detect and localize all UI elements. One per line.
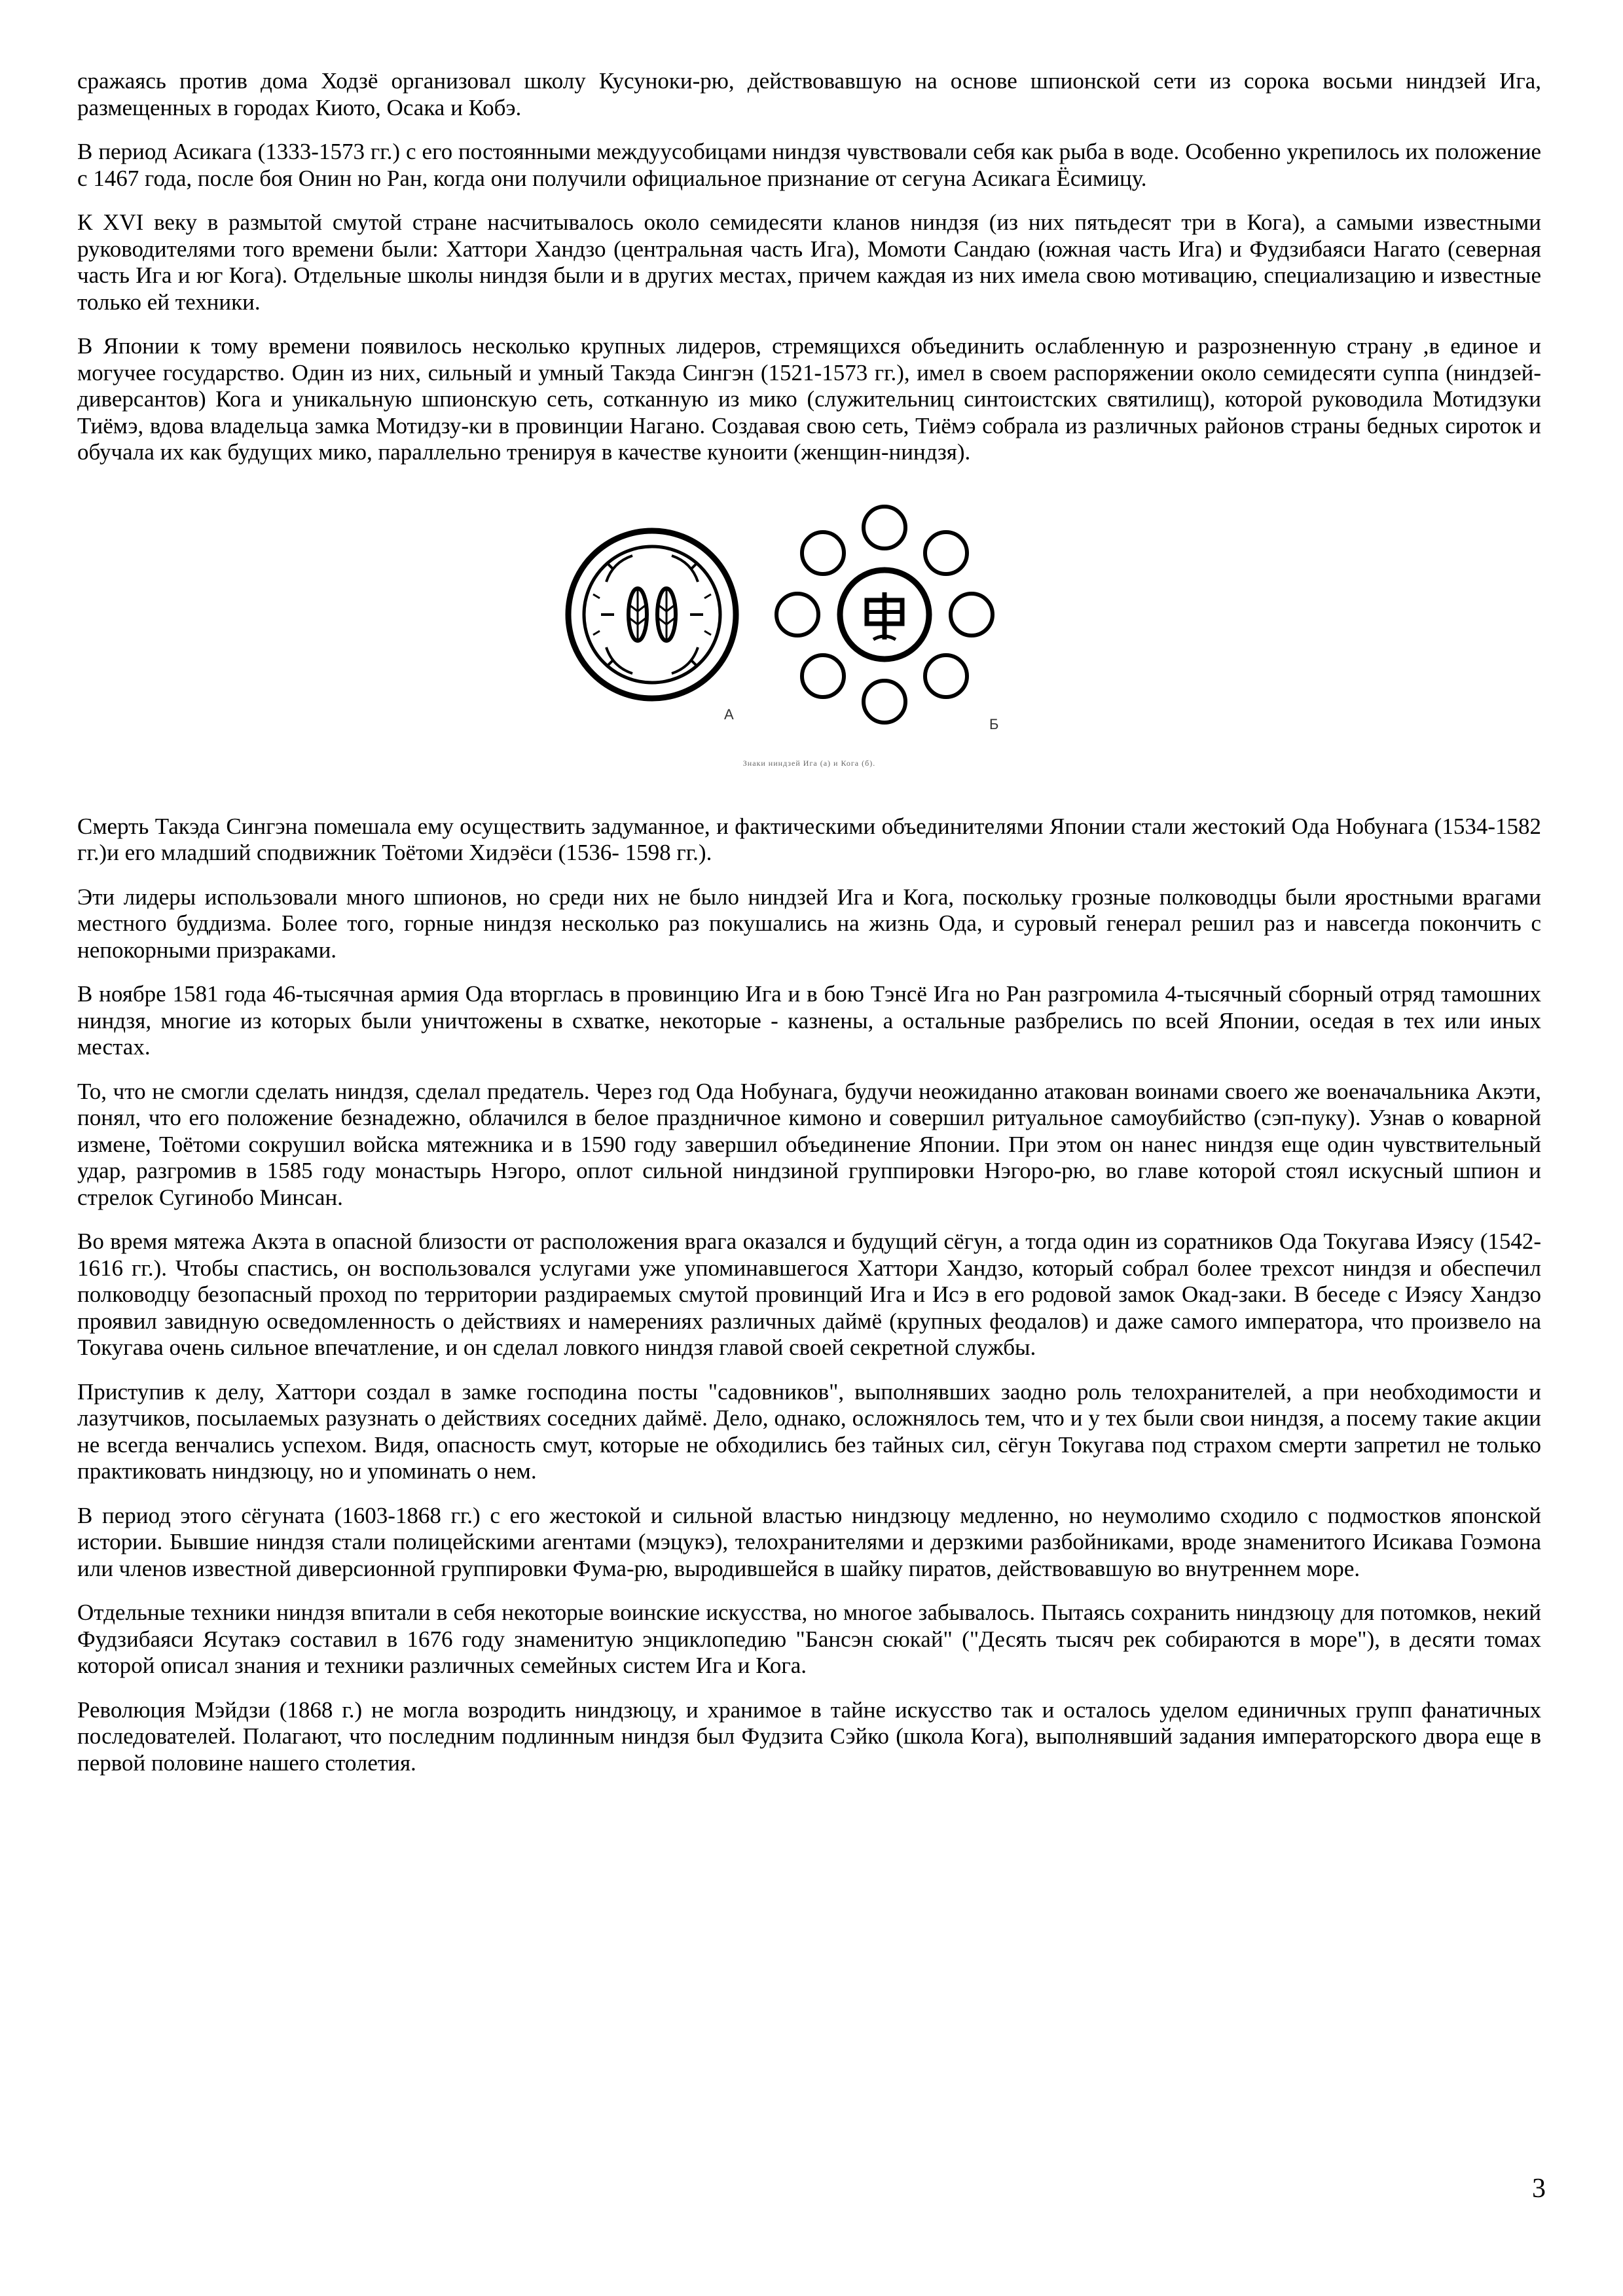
- ninja-emblems-illustration: [560, 484, 1058, 759]
- paragraph-13: Революция Мэйдзи (1868 г.) не могла возродить ниндзюцу, и хранимое в тайне искусство так и осталось уделом единичных групп фанатичных последователей. Полагают, что последним подлинным ниндзя был Фудзита Сэйко (школа Кога), выполнявший задания императорского двора еще в первой половине нашего столетия.: [77, 1696, 1541, 1776]
- paragraph-12: Отдельные техники ниндзя впитали в себя некоторые воинские искусства, но многое забывалось. Пытаясь сохранить ниндзюцу для потомков, некий Фудзибаяси Ясутакэ составил в 1676 году знаменитую энциклопедию "Бансэн сюкай" ("Десять тысяч рек собираются в море"), в десяти томах которой описал знания и техники различных семейных систем Ига и Кога.: [77, 1600, 1541, 1678]
- ninja-emblems-figure: [77, 484, 1541, 794]
- paragraph-11: В период этого сёгуната (1603-1868 гг.) с его жестокой и сильной властью ниндзюцу медленно, но неумолимо сходило с подмостков японской истории. Бывшие ниндзя стали полицейскими агентами (мэцукэ), телохранителями и дерзкими разбойниками, вроде знаменитого Исикава Гоэмона или членов известной диверсионной группировки Фума-рю, выродившейся в шайку пиратов, действовавшую во внутреннем море.: [77, 1502, 1541, 1581]
- paragraph-5: Смерть Такэда Сингэна помешала ему осуществить задуманное, и фактическими объединителями Японии стали жестокий Ода Нобунага (1534-1582 гг.)и его младший сподвижник Тоётоми Хидэёси (1536- 1598 гг.).: [77, 813, 1541, 865]
- paragraph-1: сражаясь против дома Ходзё организовал школу Кусуноки-рю, действовавшую на основе шпионской сети из сорока восьми ниндзей Ига, размещенных в городах Киото, Осака и Кобэ.: [77, 68, 1541, 120]
- koga-emblem: [776, 507, 993, 723]
- label-b: Б: [989, 715, 999, 732]
- label-a: А: [724, 706, 734, 723]
- iga-emblem: [568, 531, 736, 698]
- paragraph-3: К XVI веку в размытой смутой стране насчитывалось около семидесяти кланов ниндзя (из них пятьдесят три в Кога), а самыми известными руководителями того времени были: Хаттори Хандзо (центральная часть Ига), Момоти Сандаю (южная часть Ига) и Фудзибаяси Нагато (северная часть Ига и юг Кога). Отдельные школы ниндзя были и в других местах, причем каждая из них имела свою мотивацию, специализацию и известные только ей техники.: [77, 209, 1541, 315]
- page-number: 3: [1532, 2174, 1546, 2204]
- paragraph-8: То, что не смогли сделать ниндзя, сделал предатель. Через год Ода Нобунага, будучи неожиданно атакован воинами своего же военачальника Акэти, понял, что его положение безнадежно, облачился в белое праздничное кимоно и совершил ритуальное самоубийство (сэп-пуку). Узнав о коварной измене, Тоётоми сокрушил войска мятежника и в 1590 году завершил объединение Японии. При этом он нанес ниндзя еще один чувствительный удар, разгромив в 1585 году монастырь Нэгоро, оплот сильной ниндзиной группировки Нэгоро-рю, во главе которой стоял искусный шпион и стрелок Сугинобо Минсан.: [77, 1078, 1541, 1210]
- document-page: [77, 68, 1541, 1794]
- paragraph-6: Эти лидеры использовали много шпионов, но среди них не было ниндзей Ига и Кога, поскольку грозные полководцы были яростными врагами местного буддизма. Более того, горные ниндзя несколько раз покушались на жизнь Ода, и суровый генерал решил раз и навсегда покончить с непокорными призраками.: [77, 884, 1541, 963]
- paragraph-9: Во время мятежа Акэта в опасной близости от расположения врага оказался и будущий сёгун, а тогда один из соратников Ода Токугава Иэясу (1542-1616 гг.). Чтобы спастись, он воспользовался услугами уже упоминавшегося Хаттори Хандзо, который собрал более трехсот ниндзя и обеспечил полководцу безопасный проход по территории раздираемых смутой провинций Ига и Исэ в его родовой замок Окад-заки. В беседе с Иэясу Хандзо проявил завидную осведомленность о действиях и намерениях различных даймё (крупных феодалов) и даже самого императора, что произвело на Токугава очень сильное впечатление, и он сделал ловкого ниндзя главой своей секретной службы.: [77, 1229, 1541, 1360]
- paragraph-2: В период Асикага (1333-1573 гг.) с его постоянными междуусобицами ниндзя чувствовали себя как рыба в воде. Особенно укрепилось их положение с 1467 года, после боя Онин но Ран, когда они получили официальное признание от сегуна Асикага Ёсимицу.: [77, 139, 1541, 191]
- paragraph-4: В Японии к тому времени появилось несколько крупных лидеров, стремящихся объединить ослабленную и разрозненную страну ,в единое и могучее государство. Один из них, сильный и умный Такэда Сингэн (1521-1573 гг.), имел в своем распоряжении около семидесяти суппа (ниндзей-диверсантов) Кога и уникальную шпионскую сеть, сотканную из мико (служительниц синтоистских святилищ), которой руководила Мотидзуки Тиёмэ, вдова владельца замка Мотидзу-ки в провинции Нагано. Создавая свою сеть, Тиёмэ собрала из различных районов страны бедных сироток и обучала их как будущих мико, параллельно тренируя в качестве куноити (женщин-ниндзя).: [77, 333, 1541, 465]
- paragraph-10: Приступив к делу, Хаттори создал в замке господина посты "садовников", выполнявших заодно роль телохранителей, а при необходимости и лазутчиков, посылаемых разузнать о действиях соседних даймё. Дело, однако, осложнялось тем, что и у тех были свои ниндзя, а посему такие акции не всегда венчались успехом. Видя, опасность смут, которые не обходились без тайных сил, сёгун Токугава под страхом смерти запретил не только практиковать ниндзюцу, но и упоминать о нем.: [77, 1378, 1541, 1484]
- figure-caption: Знаки ниндзей Ига (а) и Кога (б).: [742, 758, 876, 768]
- paragraph-7: В ноябре 1581 года 46-тысячная армия Ода вторглась в провинцию Ига и в бою Тэнсё Ига но Ран разгромила 4-тысячный сборный отряд тамошних ниндзя, многие из которых были уничтожены в схватке, некоторые - казнены, а остальные разбрелись по всей Японии, оседая в тех или иных местах.: [77, 981, 1541, 1060]
